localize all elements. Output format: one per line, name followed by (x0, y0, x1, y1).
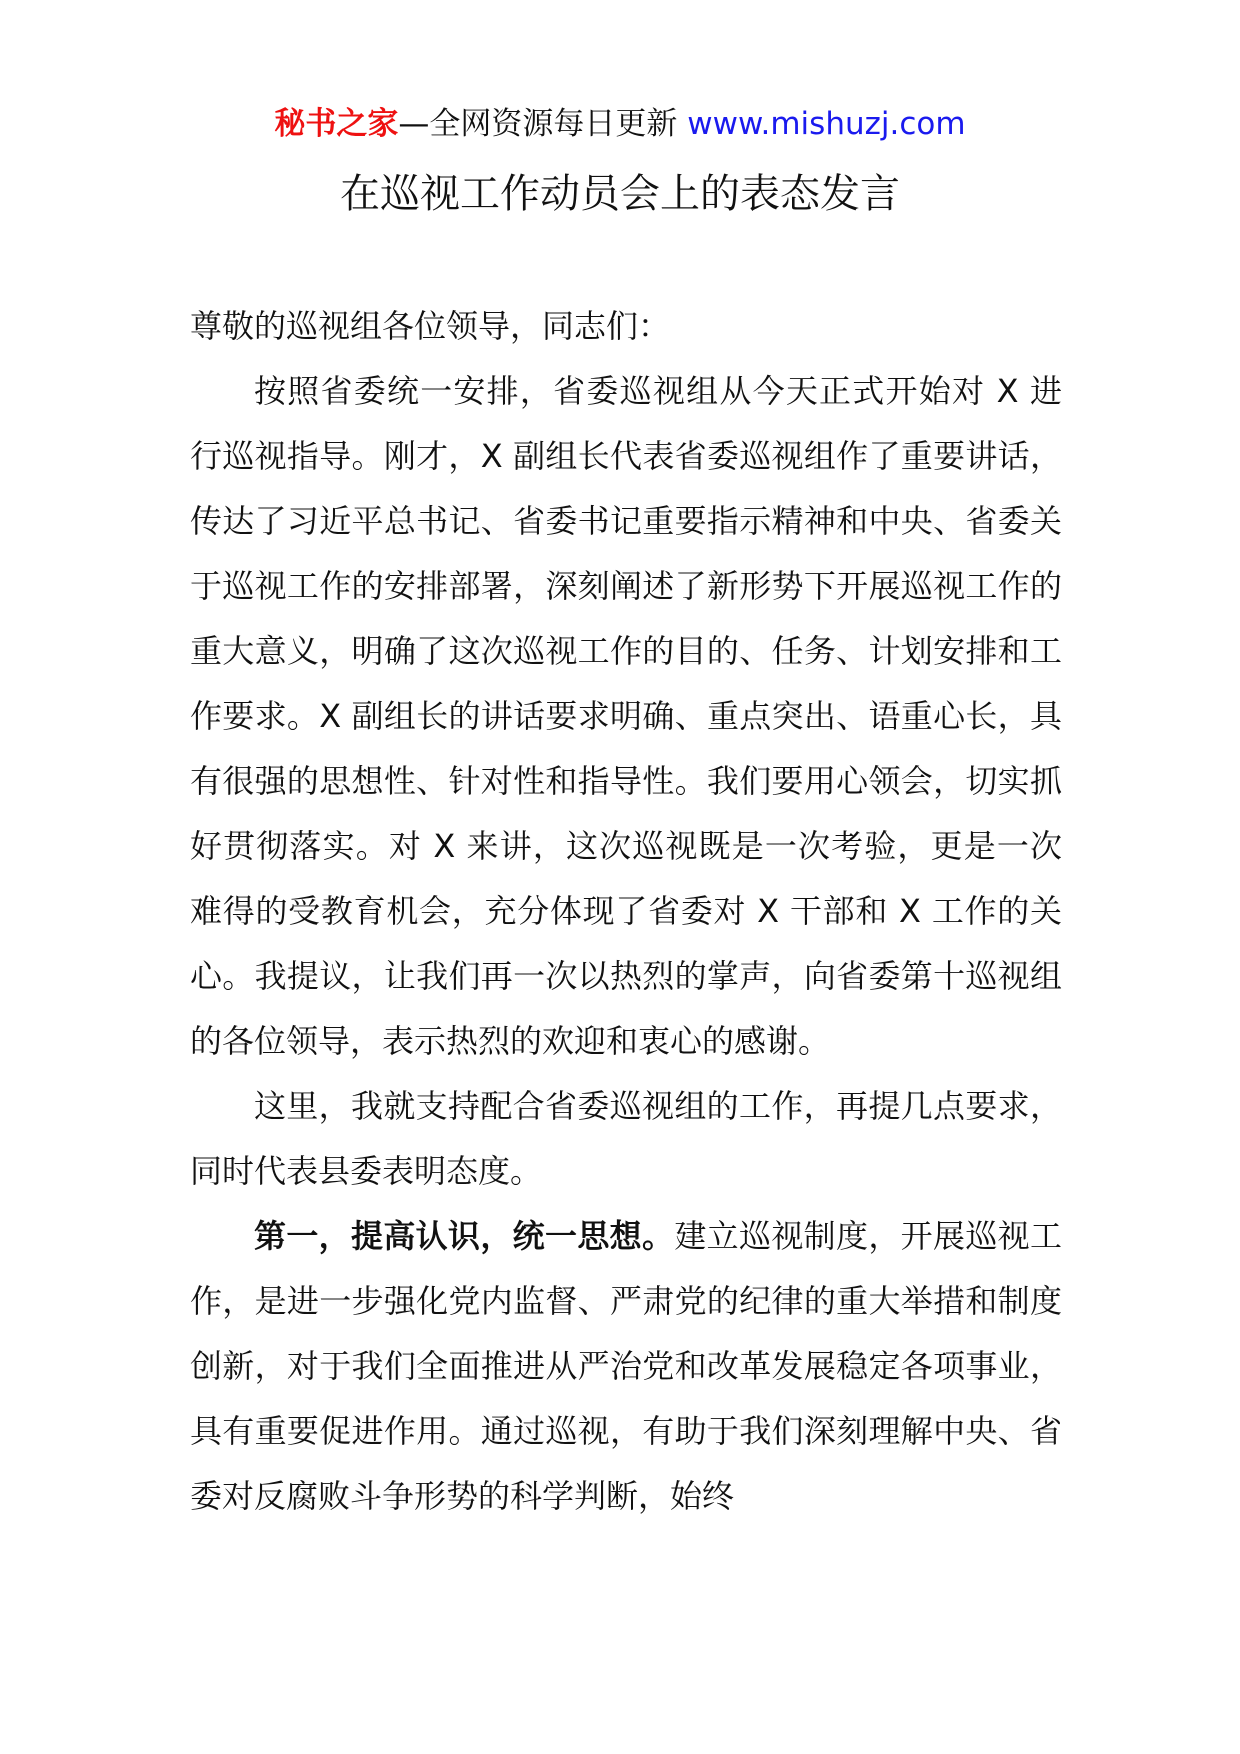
salutation: 尊敬的巡视组各位领导，同志们： (190, 307, 671, 345)
point-1-lead: 第一，提高认识，统一思想。 (254, 1217, 675, 1255)
point-1-text: 建立巡视制度，开展巡视工作，是进一步强化党内监督、严肃党的纪律的重大举措和制度创新，对于我们全面推进从严治党和改革发展稳定各项事业，具有重要促进作用。通过巡视，有助于我们深刻理解中央、省委对反腐败斗争形势的科学判断，始终 (190, 1217, 1062, 1515)
document-title: 在巡视工作动员会上的表态发言 (340, 171, 900, 217)
paragraph-1: 按照省委统一安排，省委巡视组从今天正式开始对 X 进行巡视指导。刚才，X 副组长代表省委巡视组作了重要讲话，传达了习近平总书记、省委书记重要指示精神和中央、省委关于巡视工作的安排部署，深刻阐述了新形势下开展巡视工作的重大意义，明确了这次巡视工作的目的、任务、计划安排和工作要求。X 副组长的讲话要求明确、重点突出、语重心长，具有很强的思想性、针对性和指导性。我们要用心领会，切实抓好贯彻落实。对 X 来讲，这次巡视既是一次考验，更是一次难得的受教育机会，充分体现了省委对 X 干部和 X 工作的关心。我提议，让我们再一次以热烈的掌声，向省委第十巡视组的各位领导，表示热烈的欢迎和衷心的感谢。 (190, 372, 1062, 1060)
brand-name: 秘书之家 (274, 106, 399, 142)
brand-slogan: —全网资源每日更新 (398, 106, 688, 142)
watermark-header (0, 100, 1240, 148)
site-url-link[interactable]: www.mishuzj.com (687, 106, 966, 142)
document-body (190, 294, 1062, 1529)
paragraph-3 (190, 1204, 1062, 1529)
paragraph-2: 这里，我就支持配合省委巡视组的工作，再提几点要求，同时代表县委表明态度。 (190, 1087, 1062, 1190)
